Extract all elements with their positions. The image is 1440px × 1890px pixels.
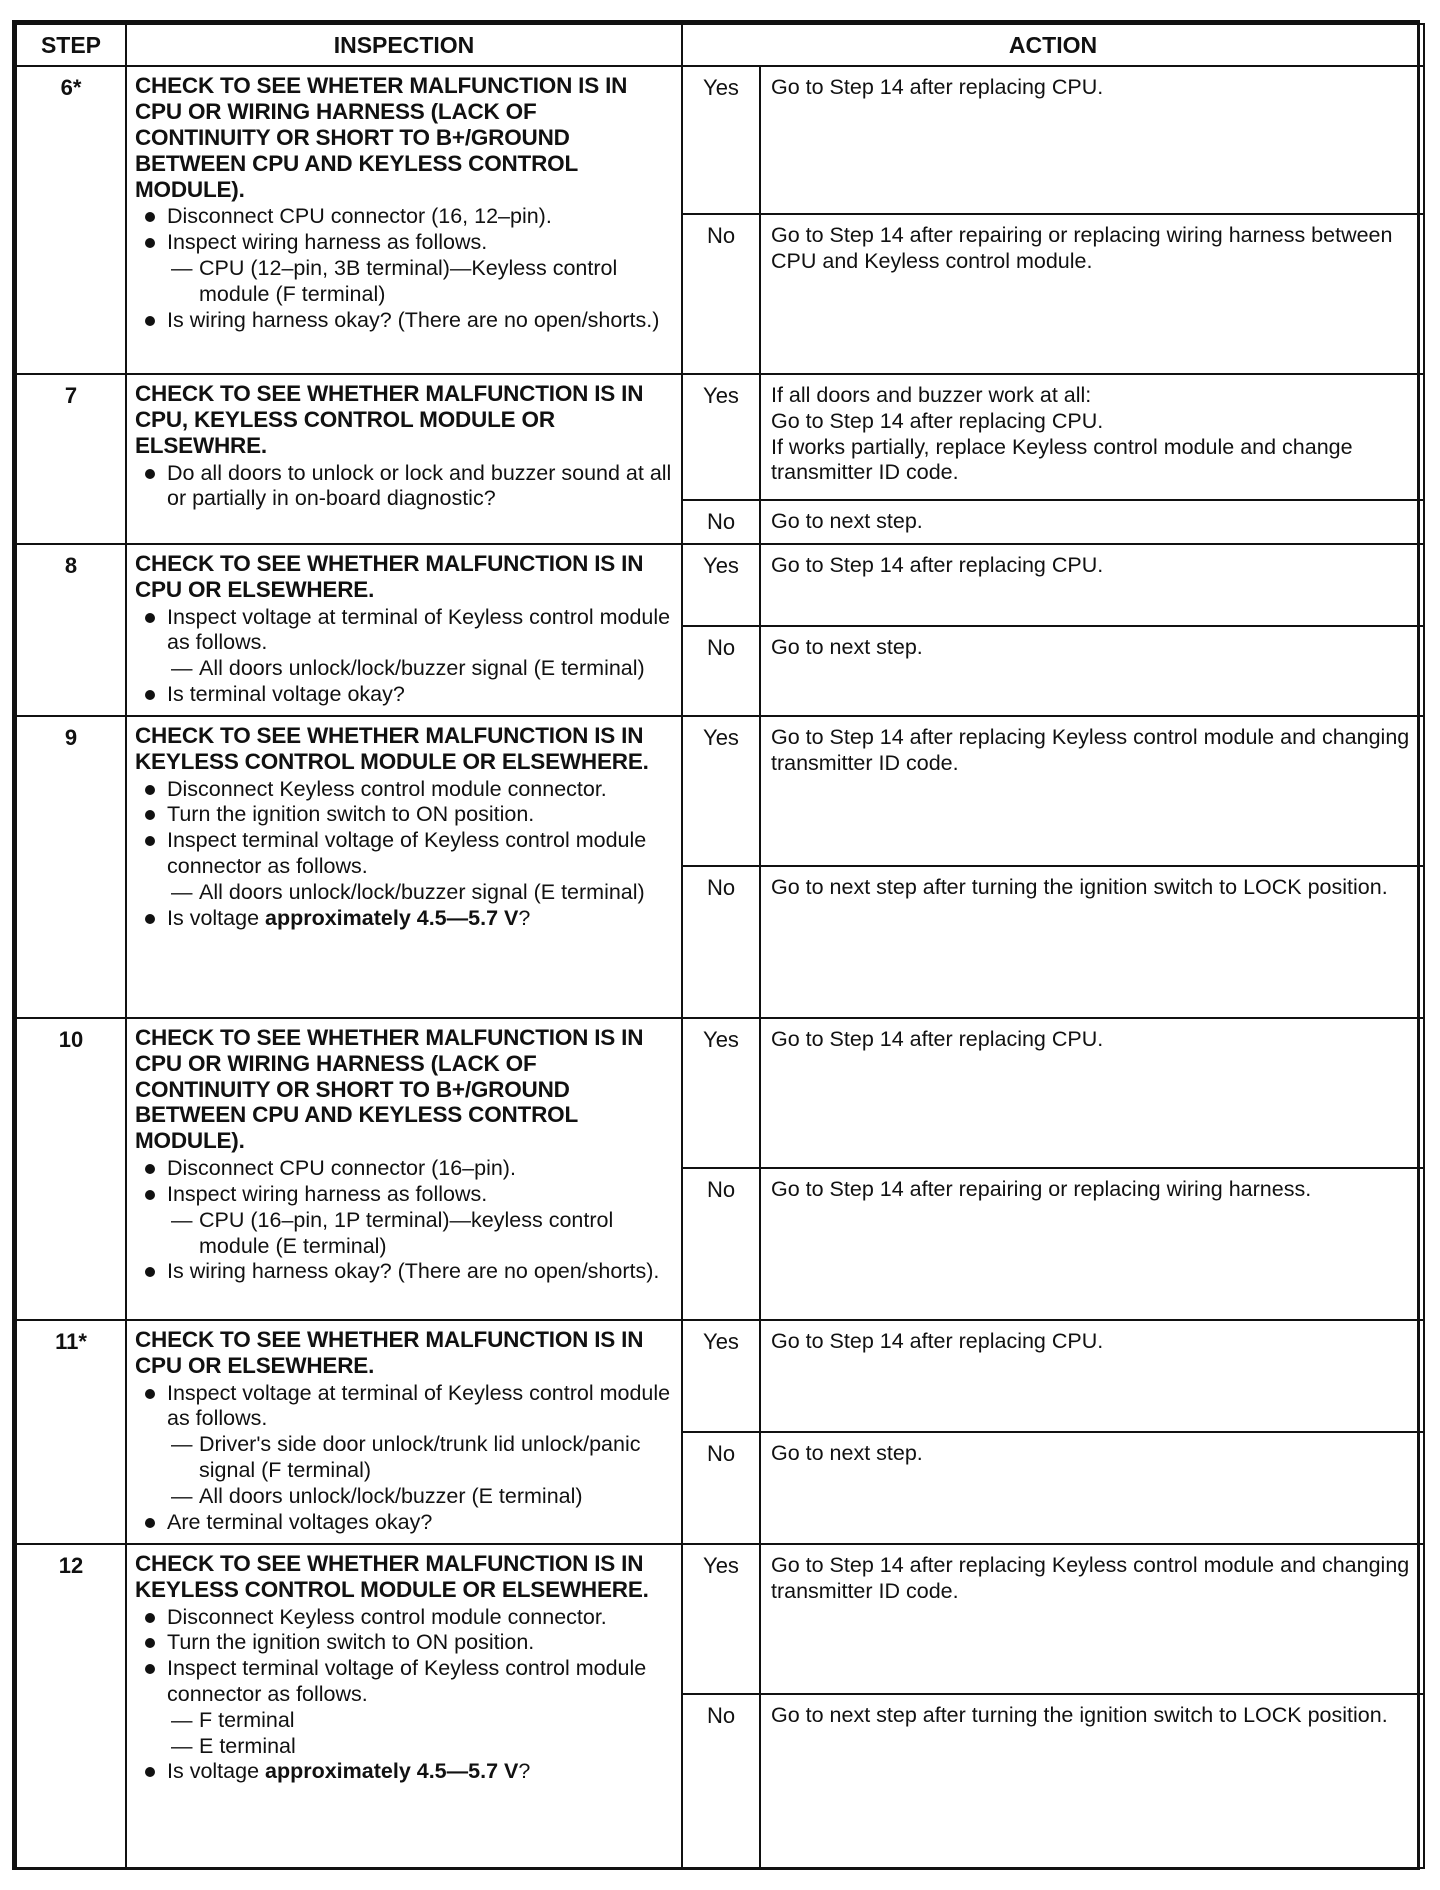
inspection-subitem: — Driver's side door unlock/trunk lid unlock/panic signal (F terminal) — [171, 1432, 641, 1482]
dash-mark: — — [171, 1733, 193, 1758]
yes-action — [760, 1018, 1424, 1168]
yes-label: Yes — [682, 66, 760, 214]
no-label: No — [682, 1432, 760, 1544]
emphasis-value: approximately 4.5—5.7 V — [265, 1759, 519, 1784]
inspection-title: CHECK TO SEE WHETHER MALFUNCTION IS IN KEYLESS CONTROL MODULE OR ELSEWHERE. — [135, 1550, 649, 1602]
inspection-bullet: Is voltage approximately 4.5—5.7 V? — [135, 906, 673, 932]
inspection-title: CHECK TO SEE WHETHER MALFUNCTION IS IN CPU OR ELSEWHERE. — [135, 1326, 644, 1378]
yes-label: Yes — [682, 544, 760, 626]
inspection-bullet: Is voltage approximately 4.5—5.7 V? — [135, 1759, 673, 1785]
no-action — [760, 214, 1424, 374]
inspection-bullet: Are terminal voltages okay? — [135, 1510, 673, 1536]
inspection-title: CHECK TO SEE WHETHER MALFUNCTION IS IN CPU OR ELSEWHERE. — [135, 550, 644, 602]
inspection-list — [135, 1381, 673, 1536]
inspection-cell — [126, 1544, 682, 1868]
no-action — [760, 1168, 1424, 1320]
yes-label: Yes — [682, 1320, 760, 1432]
inspection-bullet: Is wiring harness okay? (There are no open/shorts.) — [135, 308, 673, 334]
step-number: 11* — [16, 1320, 126, 1544]
step-row — [16, 1320, 1424, 1432]
inspection-list — [135, 1605, 673, 1786]
yes-action — [760, 716, 1424, 866]
inspection-bullet: Inspect terminal voltage of Keyless control module connector as follows. — [135, 828, 673, 880]
inspection-list — [135, 1156, 673, 1285]
action-line: Go to Step 14 after replacing CPU. — [771, 408, 1104, 433]
inspection-title: CHECK TO SEE WHETER MALFUNCTION IS IN CPU OR WIRING HARNESS (LACK OF CONTINUITY OR SHORT TO B+/GROUND BETWEEN CPU AND KEYLESS CONTROL MODULE). — [135, 73, 628, 202]
inspection-bullet: Is wiring harness okay? (There are no open/shorts). — [135, 1259, 673, 1285]
no-label: No — [682, 1168, 760, 1320]
inspection-cell — [126, 716, 682, 1018]
header-step: STEP — [16, 24, 126, 66]
action-line: Go to Step 14 after replacing Keyless control module and changing transmitter ID code. — [771, 1552, 1410, 1603]
header-row — [16, 24, 1424, 66]
no-action — [760, 1432, 1424, 1544]
action-line: Go to next step. — [771, 1440, 923, 1465]
inspection-list — [135, 461, 673, 513]
no-label: No — [682, 214, 760, 374]
no-label: No — [682, 1694, 760, 1868]
inspection-title: CHECK TO SEE WHETHER MALFUNCTION IS IN KEYLESS CONTROL MODULE OR ELSEWHERE. — [135, 722, 649, 774]
step-number: 6* — [16, 66, 126, 374]
dash-mark: — — [171, 879, 193, 904]
step-row — [16, 1544, 1424, 1694]
dash-mark: — — [171, 1207, 193, 1232]
inspection-subitem: — All doors unlock/lock/buzzer signal (E terminal) — [171, 656, 645, 681]
header-action: ACTION — [682, 24, 1424, 66]
no-action — [760, 500, 1424, 544]
inspection-subitem: — F terminal — [171, 1707, 295, 1732]
diagnostic-table-sheet — [12, 20, 1420, 1870]
action-line: Go to Step 14 after replacing CPU. — [771, 552, 1104, 577]
inspection-subitem: — All doors unlock/lock/buzzer (E terminal) — [171, 1483, 583, 1508]
step-number: 9 — [16, 716, 126, 1018]
action-line: If works partially, replace Keyless control module and change transmitter ID code. — [771, 434, 1353, 485]
inspection-subitem: — All doors unlock/lock/buzzer signal (E terminal) — [171, 879, 645, 904]
yes-action — [760, 66, 1424, 214]
inspection-cell — [126, 544, 682, 716]
action-line: If all doors and buzzer work at all: — [771, 383, 1092, 407]
action-line: Go to next step. — [771, 634, 923, 659]
inspection-bullet: Inspect voltage at terminal of Keyless control module as follows. — [135, 1381, 673, 1433]
yes-label: Yes — [682, 716, 760, 866]
step-row — [16, 544, 1424, 626]
yes-action — [760, 1320, 1424, 1432]
no-action — [760, 1694, 1424, 1868]
dash-mark: — — [171, 255, 193, 280]
step-row — [16, 374, 1424, 500]
emphasis-value: approximately 4.5—5.7 V — [265, 905, 519, 930]
diagnostic-table — [15, 23, 1425, 1869]
inspection-bullet: Turn the ignition switch to ON position. — [135, 802, 673, 828]
step-row — [16, 66, 1424, 214]
no-label: No — [682, 626, 760, 716]
yes-label: Yes — [682, 374, 760, 500]
dash-mark: — — [171, 1432, 193, 1457]
dash-mark: — — [171, 1707, 193, 1732]
inspection-bullet: Disconnect Keyless control module connector. — [135, 1605, 673, 1631]
inspection-list — [135, 777, 673, 932]
action-line: Go to Step 14 after repairing or replacing wiring harness between CPU and Keyless control module. — [771, 223, 1393, 273]
step-number: 8 — [16, 544, 126, 716]
inspection-bullet: Is terminal voltage okay? — [135, 682, 673, 708]
step-row — [16, 1018, 1424, 1168]
inspection-bullet: Turn the ignition switch to ON position. — [135, 1630, 673, 1656]
action-line: Go to Step 14 after replacing Keyless control module and changing transmitter ID code. — [771, 724, 1410, 775]
action-line: Go to Step 14 after repairing or replacing wiring harness. — [771, 1176, 1312, 1201]
header-inspection: INSPECTION — [126, 24, 682, 66]
yes-label: Yes — [682, 1544, 760, 1694]
inspection-list — [135, 605, 673, 708]
action-line: Go to Step 14 after replacing CPU. — [771, 1026, 1104, 1051]
dash-mark: — — [171, 656, 193, 681]
action-line: Go to Step 14 after replacing CPU. — [771, 75, 1104, 99]
inspection-subitem: — CPU (16–pin, 1P terminal)—keyless control module (E terminal) — [171, 1207, 614, 1258]
no-label: No — [682, 500, 760, 544]
inspection-cell — [126, 1320, 682, 1544]
inspection-bullet: Inspect wiring harness as follows. — [135, 1182, 673, 1208]
inspection-subitem: — CPU (12–pin, 3B terminal)—Keyless control module (F terminal) — [171, 255, 618, 306]
inspection-bullet: Disconnect CPU connector (16–pin). — [135, 1156, 673, 1182]
inspection-bullet: Inspect voltage at terminal of Keyless control module as follows. — [135, 605, 673, 657]
inspection-cell — [126, 66, 682, 374]
inspection-list — [135, 204, 673, 333]
step-row — [16, 716, 1424, 866]
action-line: Go to next step after turning the ignition switch to LOCK position. — [771, 1702, 1388, 1727]
no-label: No — [682, 866, 760, 1018]
yes-action — [760, 1544, 1424, 1694]
inspection-bullet: Disconnect CPU connector (16, 12–pin). — [135, 204, 673, 230]
inspection-title: CHECK TO SEE WHETHER MALFUNCTION IS IN CPU, KEYLESS CONTROL MODULE OR ELSEWHRE. — [135, 381, 644, 458]
inspection-bullet: Disconnect Keyless control module connector. — [135, 777, 673, 803]
no-action — [760, 866, 1424, 1018]
inspection-bullet: Inspect terminal voltage of Keyless control module connector as follows. — [135, 1656, 673, 1708]
inspection-cell — [126, 374, 682, 544]
dash-mark: — — [171, 1483, 193, 1508]
action-line: Go to next step after turning the ignition switch to LOCK position. — [771, 874, 1388, 899]
yes-action — [760, 374, 1424, 500]
step-number: 12 — [16, 1544, 126, 1868]
no-action — [760, 626, 1424, 716]
inspection-bullet: Inspect wiring harness as follows. — [135, 230, 673, 256]
yes-action — [760, 544, 1424, 626]
step-number: 10 — [16, 1018, 126, 1320]
action-line: Go to next step. — [771, 509, 923, 533]
step-number: 7 — [16, 374, 126, 544]
inspection-cell — [126, 1018, 682, 1320]
yes-label: Yes — [682, 1018, 760, 1168]
inspection-title: CHECK TO SEE WHETHER MALFUNCTION IS IN CPU OR WIRING HARNESS (LACK OF CONTINUITY OR SHORT TO B+/GROUND BETWEEN CPU AND KEYLESS CONTROL MODULE). — [135, 1024, 644, 1154]
inspection-bullet: Do all doors to unlock or lock and buzzer sound at all or partially in on-board diagnostic? — [135, 461, 673, 513]
action-line: Go to Step 14 after replacing CPU. — [771, 1328, 1104, 1353]
table-body — [16, 66, 1424, 1868]
inspection-subitem: — E terminal — [171, 1733, 296, 1758]
